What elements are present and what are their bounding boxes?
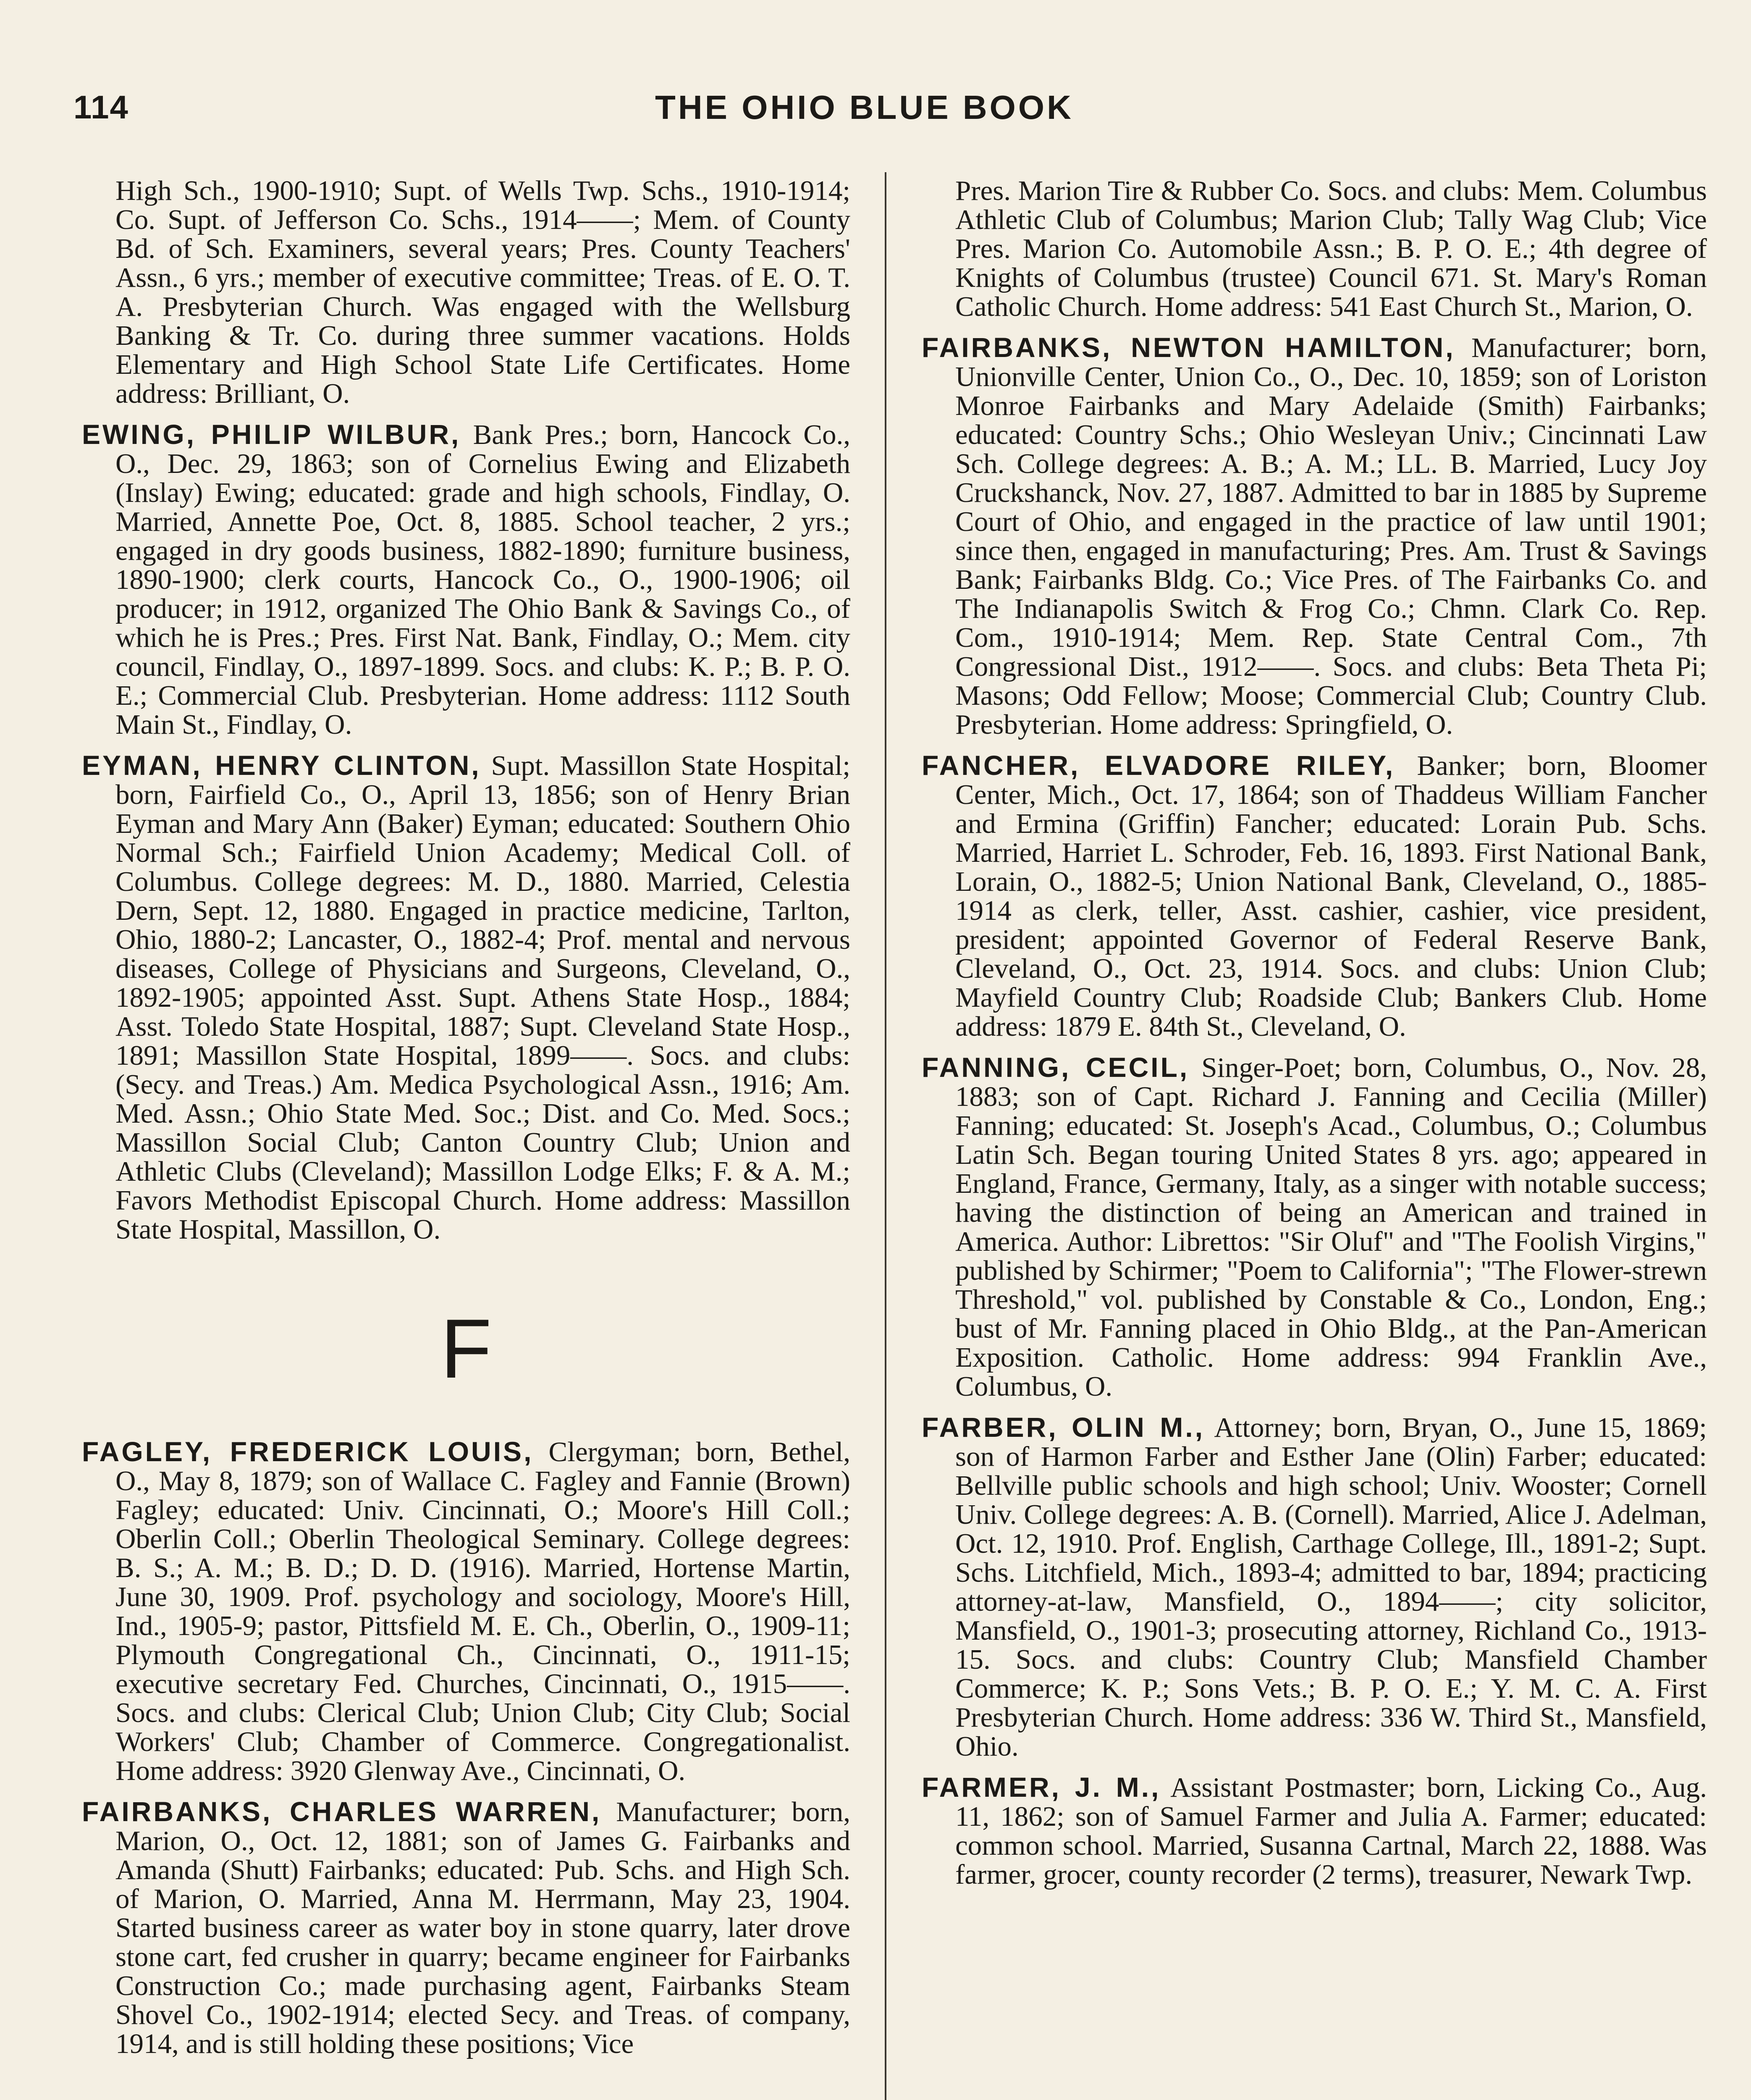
column-divider: [885, 172, 886, 2100]
entry-fanning: [922, 1053, 1707, 1401]
entry-name: FAIRBANKS, NEWTON HAMILTON,: [922, 332, 1455, 363]
left-column: [82, 176, 850, 2070]
entry-text: Manufacturer; born, Unionville Center, Union Co., O., Dec. 10, 1859; son of Loriston Monroe Fairbanks and Mary Adelaide (Smith) Fairbanks; educated: Country Schs.; Ohio Wesleyan Univ.; Cincinnati Law Sch. College degrees: A. B.; A. M.; LL. B. Married, Lucy Joy Cruckshanck, Nov. 27, 1887. Admitted to bar in 1885 by Supreme Court of Ohio, and engaged in the practice of law until 1901; since then, engaged in manufacturing; Pres. Am. Trust & Savings Bank; Fairbanks Bldg. Co.; Vice Pres. of The Fairbanks Co. and The Indianapolis Switch & Frog Co.; Chmn. Clark Co. Rep. Com., 1910-1914; Mem. Rep. State Central Com., 7th Congressional Dist., 1912——. Socs. and clubs: Beta Theta Pi; Masons; Odd Fellow; Moose; Commercial Club; Country Club. Presbyterian. Home address: Springfield, O.: [955, 332, 1707, 740]
entry-text: Assistant Postmaster; born, Licking Co., Aug. 11, 1862; son of Samuel Farmer and Julia A. Farmer; educated: common school. Married, Susanna Cartnal, March 22, 1888. Was farmer, grocer, county recorder (2 terms), treasurer, Newark Twp.: [955, 1772, 1707, 1890]
entry-text: Manufacturer; born, Marion, O., Oct. 12, 1881; son of James G. Fairbanks and Amanda (Shutt) Fairbanks; educated: Pub. Schs. and High Sch. of Marion, O. Married, Anna M. Herrmann, May 23, 1904. Started business career as water boy in stone quarry, later drove stone cart, fed crusher in quarry; became engineer for Fairbanks Construction Co.; made purchasing agent, Fairbanks Steam Shovel Co., 1902-1914; elected Secy. and Treas. of company, 1914, and is still holding these positions; Vice: [115, 1796, 850, 2059]
entry-name: EYMAN, HENRY CLINTON,: [82, 750, 481, 781]
entry-name: FAIRBANKS, CHARLES WARREN,: [82, 1796, 602, 1827]
right-column: [922, 176, 1707, 1901]
entry-name: FANNING, CECIL,: [922, 1052, 1190, 1083]
entry-fancher: [922, 751, 1707, 1041]
entry-farmer: [922, 1773, 1707, 1889]
entry-name: FARBER, OLIN M.,: [922, 1412, 1205, 1443]
entry-name: EWING, PHILIP WILBUR,: [82, 419, 461, 450]
entry-name: FARMER, J. M.,: [922, 1772, 1161, 1803]
entry-text: Clergyman; born, Bethel, O., May 8, 1879; son of Wallace C. Fagley and Fannie (Brown) Fagley; educated: Univ. Cincinnati, O.; Moore's Hill Coll.; Oberlin Coll.; Oberlin Theological Seminary. College degrees: B. S.; A. M.; B. D.; D. D. (1916). Married, Hortense Martin, June 30, 1909. Prof. psychology and sociology, Moore's Hill, Ind., 1905-9; pastor, Pittsfield M. E. Ch., Oberlin, O., 1909-11; Plymouth Congregational Ch., Cincinnati, O., 1911-15; executive secretary Fed. Churches, Cincinnati, O., 1915——. Socs. and clubs: Clerical Club; Union Club; City Club; Social Workers' Club; Chamber of Commerce. Congregationalist. Home address: 3920 Glenway Ave., Cincinnati, O.: [115, 1436, 850, 1786]
entry-text: Banker; born, Bloomer Center, Mich., Oct. 17, 1864; son of Thaddeus William Fancher and Ermina (Griffin) Fancher; educated: Lorain Pub. Schs. Married, Harriet L. Schroder, Feb. 16, 1893. First National Bank, Lorain, O., 1882-5; Union National Bank, Cleveland, O., 1885-1914 as clerk, teller, Asst. cashier, cashier, vice president, president; appointed Governor of Federal Reserve Bank, Cleveland, O., Oct. 23, 1914. Socs. and clubs: Union Club; Mayfield Country Club; Roadside Club; Bankers Club. Home address: 1879 E. 84th St., Cleveland, O.: [955, 750, 1707, 1042]
entry-text: Singer-Poet; born, Columbus, O., Nov. 28, 1883; son of Capt. Richard J. Fanning and Cecilia (Miller) Fanning; educated: St. Joseph's Acad., Columbus, O.; Columbus Latin Sch. Began touring United States 8 yrs. ago; appeared in England, France, Germany, Italy, as a singer with notable success; having the distinction of being an American and trained in America. Author: Librettos: "Sir Oluf" and "The Foolish Virgins," published by Schirmer; "Poem to California"; "The Flower-strewn Threshold," vol. published by Constable & Co., London, Eng.; bust of Mr. Fanning placed in Ohio Bldg., at the Pan-American Exposition. Catholic. Home address: 994 Franklin Ave., Columbus, O.: [955, 1052, 1707, 1402]
entry-name: FAGLEY, FREDERICK LOUIS,: [82, 1436, 534, 1467]
entry-fagley: [82, 1437, 850, 1785]
entry-ewing: [82, 420, 850, 739]
running-head: THE OHIO BLUE BOOK: [655, 89, 1074, 126]
entry-continuation: Pres. Marion Tire & Rubber Co. Socs. and clubs: Mem. Columbus Athletic Club of Columbus; Marion Club; Tally Wag Club; Vice Pres. Marion Co. Automobile Assn.; B. P. O. E.; 4th degree of Knights of Columbus (trustee) Council 671. St. Mary's Roman Catholic Church. Home address: 541 East Church St., Marion, O.: [955, 175, 1707, 322]
entry-eyman: [82, 751, 850, 1244]
entry-name: FANCHER, ELVADORE RILEY,: [922, 750, 1395, 781]
page-header: [0, 88, 1751, 147]
entry-farber: [922, 1413, 1707, 1761]
entry-text: Attorney; born, Bryan, O., June 15, 1869; son of Harmon Farber and Esther Jane (Olin) Farber; educated: Bellville public schools and high school; Univ. Wooster; Cornell Univ. College degrees: A. B. (Cornell). Married, Alice J. Adelman, Oct. 12, 1910. Prof. English, Carthage College, Ill., 1891-2; Supt. Schs. Litchfield, Mich., 1893-4; admitted to bar, 1894; practicing attorney-at-law, Mansfield, O., 1894——; city solicitor, Mansfield, O., 1901-3; prosecuting attorney, Richland Co., 1913-15. Socs. and clubs: Country Club; Mansfield Chamber Commerce; K. P.; Sons Vets.; B. P. O. E.; Y. M. C. A. First Presbyterian Church. Home address: 336 W. Third St., Mansfield, Ohio.: [955, 1412, 1707, 1762]
page-number: 114: [73, 89, 129, 126]
entry-fairbanks-newton: [922, 333, 1707, 739]
section-letter: F: [440, 1302, 492, 1396]
entry-text: Supt. Massillon State Hospital; born, Fairfield Co., O., April 13, 1856; son of Henry Brian Eyman and Mary Ann (Baker) Eyman; educated: Southern Ohio Normal Sch.; Fairfield Union Academy; Medical Coll. of Columbus. College degrees: M. D., 1880. Married, Celestia Dern, Sept. 12, 1880. Engaged in practice medicine, Tarlton, Ohio, 1880-2; Lancaster, O., 1882-4; Prof. mental and nervous diseases, College of Physicians and Surgeons, Cleveland, O., 1892-1905; appointed Asst. Supt. Athens State Hosp., 1884; Asst. Toledo State Hospital, 1887; Supt. Cleveland State Hosp., 1891; Massillon State Hospital, 1899——. Socs. and clubs: (Secy. and Treas.) Am. Medica Psychological Assn., 1916; Am. Med. Assn.; Ohio State Med. Soc.; Dist. and Co. Med. Socs.; Massillon Social Club; Canton Country Club; Union and Athletic Clubs (Cleveland); Massillon Lodge Elks; F. & A. M.; Favors Methodist Episcopal Church. Home address: Massillon State Hospital, Massillon, O.: [115, 750, 851, 1245]
entry-fairbanks-charles: [82, 1797, 850, 2058]
entry-continuation: High Sch., 1900-1910; Supt. of Wells Twp. Schs., 1910-1914; Co. Supt. of Jefferson Co. Schs., 1914——; Mem. of County Bd. of Sch. Examiners, several years; Pres. County Teachers' Assn., 6 yrs.; member of executive committee; Treas. of E. O. T. A. Presbyterian Church. Was engaged with the Wellsburg Banking & Tr. Co. during three summer vacations. Holds Elementary and High School State Life Certificates. Home address: Brilliant, O.: [115, 175, 850, 409]
entry-text: Bank Pres.; born, Hancock Co., O., Dec. 29, 1863; son of Cornelius Ewing and Elizabeth (Inslay) Ewing; educated: grade and high schools, Findlay, O. Married, Annette Poe, Oct. 8, 1885. School teacher, 2 yrs.; engaged in dry goods business, 1882-1890; furniture business, 1890-1900; clerk courts, Hancock Co., O., 1900-1906; oil producer; in 1912, organized The Ohio Bank & Savings Co., of which he is Pres.; Pres. First Nat. Bank, Findlay, O.; Mem. city council, Findlay, O., 1897-1899. Socs. and clubs: K. P.; B. P. O. E.; Commercial Club. Presbyterian. Home address: 1112 South Main St., Findlay, O.: [115, 419, 850, 740]
